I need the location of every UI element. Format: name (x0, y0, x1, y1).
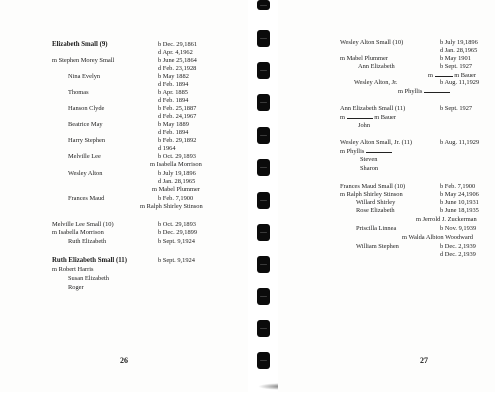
entry-date: d 1964 (158, 145, 176, 152)
entry-name: Frances Maud Small (10) (340, 183, 406, 190)
entry-date: b Sept. 9,1924 (158, 257, 195, 264)
entry-date: d Feb. 1894 (158, 129, 189, 136)
binding-coil (257, 256, 270, 273)
binding-coil (257, 159, 270, 176)
entry-name: Harry Stephen (68, 137, 106, 144)
entry-name: John (358, 122, 371, 129)
entry-name: Susan Elizabeth (68, 275, 109, 282)
entry-date: b Dec. 29,1899 (158, 229, 198, 236)
entry-name: Wesley Alton (68, 170, 103, 177)
binding-coil (257, 127, 270, 144)
entry-name: Ruth Elizabeth (68, 238, 107, 245)
left-page (0, 0, 248, 392)
entry-spouse: m m Bauer (340, 114, 397, 121)
entry-date: d Feb. 1894 (158, 81, 189, 88)
entry-name: Wesley Alton Small, Jr. (11) (340, 139, 413, 146)
entry-spouse: m Jerrold J. Zuckerman (416, 216, 477, 223)
entry-spouse-name: m Bauer (374, 114, 397, 121)
entry-date: b Aug. 11,1929 (440, 79, 480, 86)
entry-date: d Jan. 28,1965 (158, 178, 196, 185)
entry-name: m Isabella Morrison (52, 229, 104, 236)
entry-date: b July 19,1896 (440, 39, 478, 46)
entry-name: Frances Maud (68, 195, 105, 202)
entry-spouse: m Isabella Morrison (150, 161, 202, 168)
entry-name: m Ralph Shirley Stinson (340, 191, 403, 198)
entry-name: Steven (360, 156, 378, 163)
entry-date: b Dec. 29,1861 (158, 41, 198, 48)
entry-name: Ruth Elizabeth Small (11) (52, 257, 127, 264)
page-number: 26 (120, 356, 128, 365)
entry-name: Nina Evelyn (68, 73, 101, 80)
entry-name: Rose Elizabeth (356, 207, 395, 214)
entry-name: m Mabel Plummer (340, 55, 388, 62)
entry-spouse-name: m Phyllis (340, 148, 365, 155)
entry-date: b June 18,1935 (440, 207, 479, 214)
entry-date: d Feb. 24,1967 (158, 113, 197, 120)
entry-date: b Feb. 7,1900 (158, 195, 194, 202)
right-page (278, 0, 495, 392)
entry-date: b Oct. 29,1893 (158, 221, 196, 228)
entry-date: d Apr. 4,1962 (158, 49, 193, 56)
entry-name: Melville Lee Small (10) (52, 221, 114, 228)
entry-date: b May 1889 (158, 121, 189, 128)
entry-date: b June 25,1864 (158, 57, 197, 64)
entry-name: Wesley Alton Small (10) (340, 39, 404, 46)
entry-spouse-name: m Bauer (454, 72, 477, 79)
entry-spouse: m Ralph Shirley Stinson (140, 203, 203, 210)
binding-coil (257, 94, 270, 111)
entry-date: b July 19,1896 (158, 170, 196, 177)
entry-date: b Sept. 1927 (440, 63, 473, 70)
entry-date: b Sept. 1927 (440, 105, 473, 112)
entry-spouse: m Mabel Plummer (152, 186, 200, 193)
entry-name: Sharon (360, 165, 379, 172)
entry-name: Elizabeth Small (9) (52, 41, 108, 48)
binding-coil (257, 288, 270, 305)
entry-spouse-name: m Phyllis (398, 88, 423, 95)
entry-date: b May 24,1906 (440, 191, 479, 198)
binding-coil (257, 0, 270, 10)
spiral-binding (248, 0, 278, 400)
entry-spouse: m Walda Albion Woodward (402, 234, 473, 241)
entry-name: m Stephen Morey Small (52, 57, 115, 64)
entry-name: Wesley Alton, Jr. (354, 79, 398, 86)
binding-coil (257, 62, 270, 79)
entry-name: Thomas (68, 89, 89, 96)
entry-spouse (340, 148, 392, 155)
binding-coil (257, 320, 270, 337)
binding-coil (257, 192, 270, 209)
entry-name: Ann Elizabeth Small (11) (340, 105, 406, 112)
entry-date: b May 1901 (440, 55, 471, 62)
entry-name: William Stephen (356, 243, 399, 250)
entry-date: d Feb. 23,1928 (158, 65, 197, 72)
entry-date: b Sept. 9,1924 (158, 238, 195, 245)
binding-coil (257, 352, 270, 369)
entry-date: b Aug. 11,1929 (440, 139, 480, 146)
entry-name: Roger (68, 284, 84, 291)
entry-date: b Feb. 7,1900 (440, 183, 476, 190)
entry-name: Ann Elizabeth (358, 63, 395, 70)
entry-name: Melville Lee (68, 153, 101, 160)
entry-date: d Dec. 2,1939 (440, 251, 476, 258)
entry-date: b June 10,1931 (440, 199, 479, 206)
entry-date: b Feb. 29,1892 (158, 137, 197, 144)
entry-date: d Feb. 1894 (158, 97, 189, 104)
entry-date: d Jan. 28,1965 (440, 47, 478, 54)
entry-name: Hanson Clyde (68, 105, 105, 112)
entry-date: b Nov. 9,1939 (440, 225, 477, 232)
entry-date: b Apr. 1885 (158, 89, 189, 96)
entry-spouse: m m Bauer (428, 72, 477, 79)
page-number: 27 (420, 356, 428, 365)
entry-name: m Robert Harris (52, 266, 94, 273)
entry-date: b Dec. 2,1939 (440, 243, 476, 250)
entry-spouse (398, 88, 450, 95)
entry-name: Priscilla Linnea (356, 225, 397, 232)
binding-coil (257, 224, 270, 241)
entry-date: b Feb. 25,1887 (158, 105, 197, 112)
binding-coil (257, 30, 270, 47)
entry-name: Beatrice May (68, 121, 103, 128)
entry-name: Willard Shirley (356, 199, 396, 206)
entry-date: b May 1882 (158, 73, 189, 80)
entry-date: b Oct. 29,1893 (158, 153, 196, 160)
